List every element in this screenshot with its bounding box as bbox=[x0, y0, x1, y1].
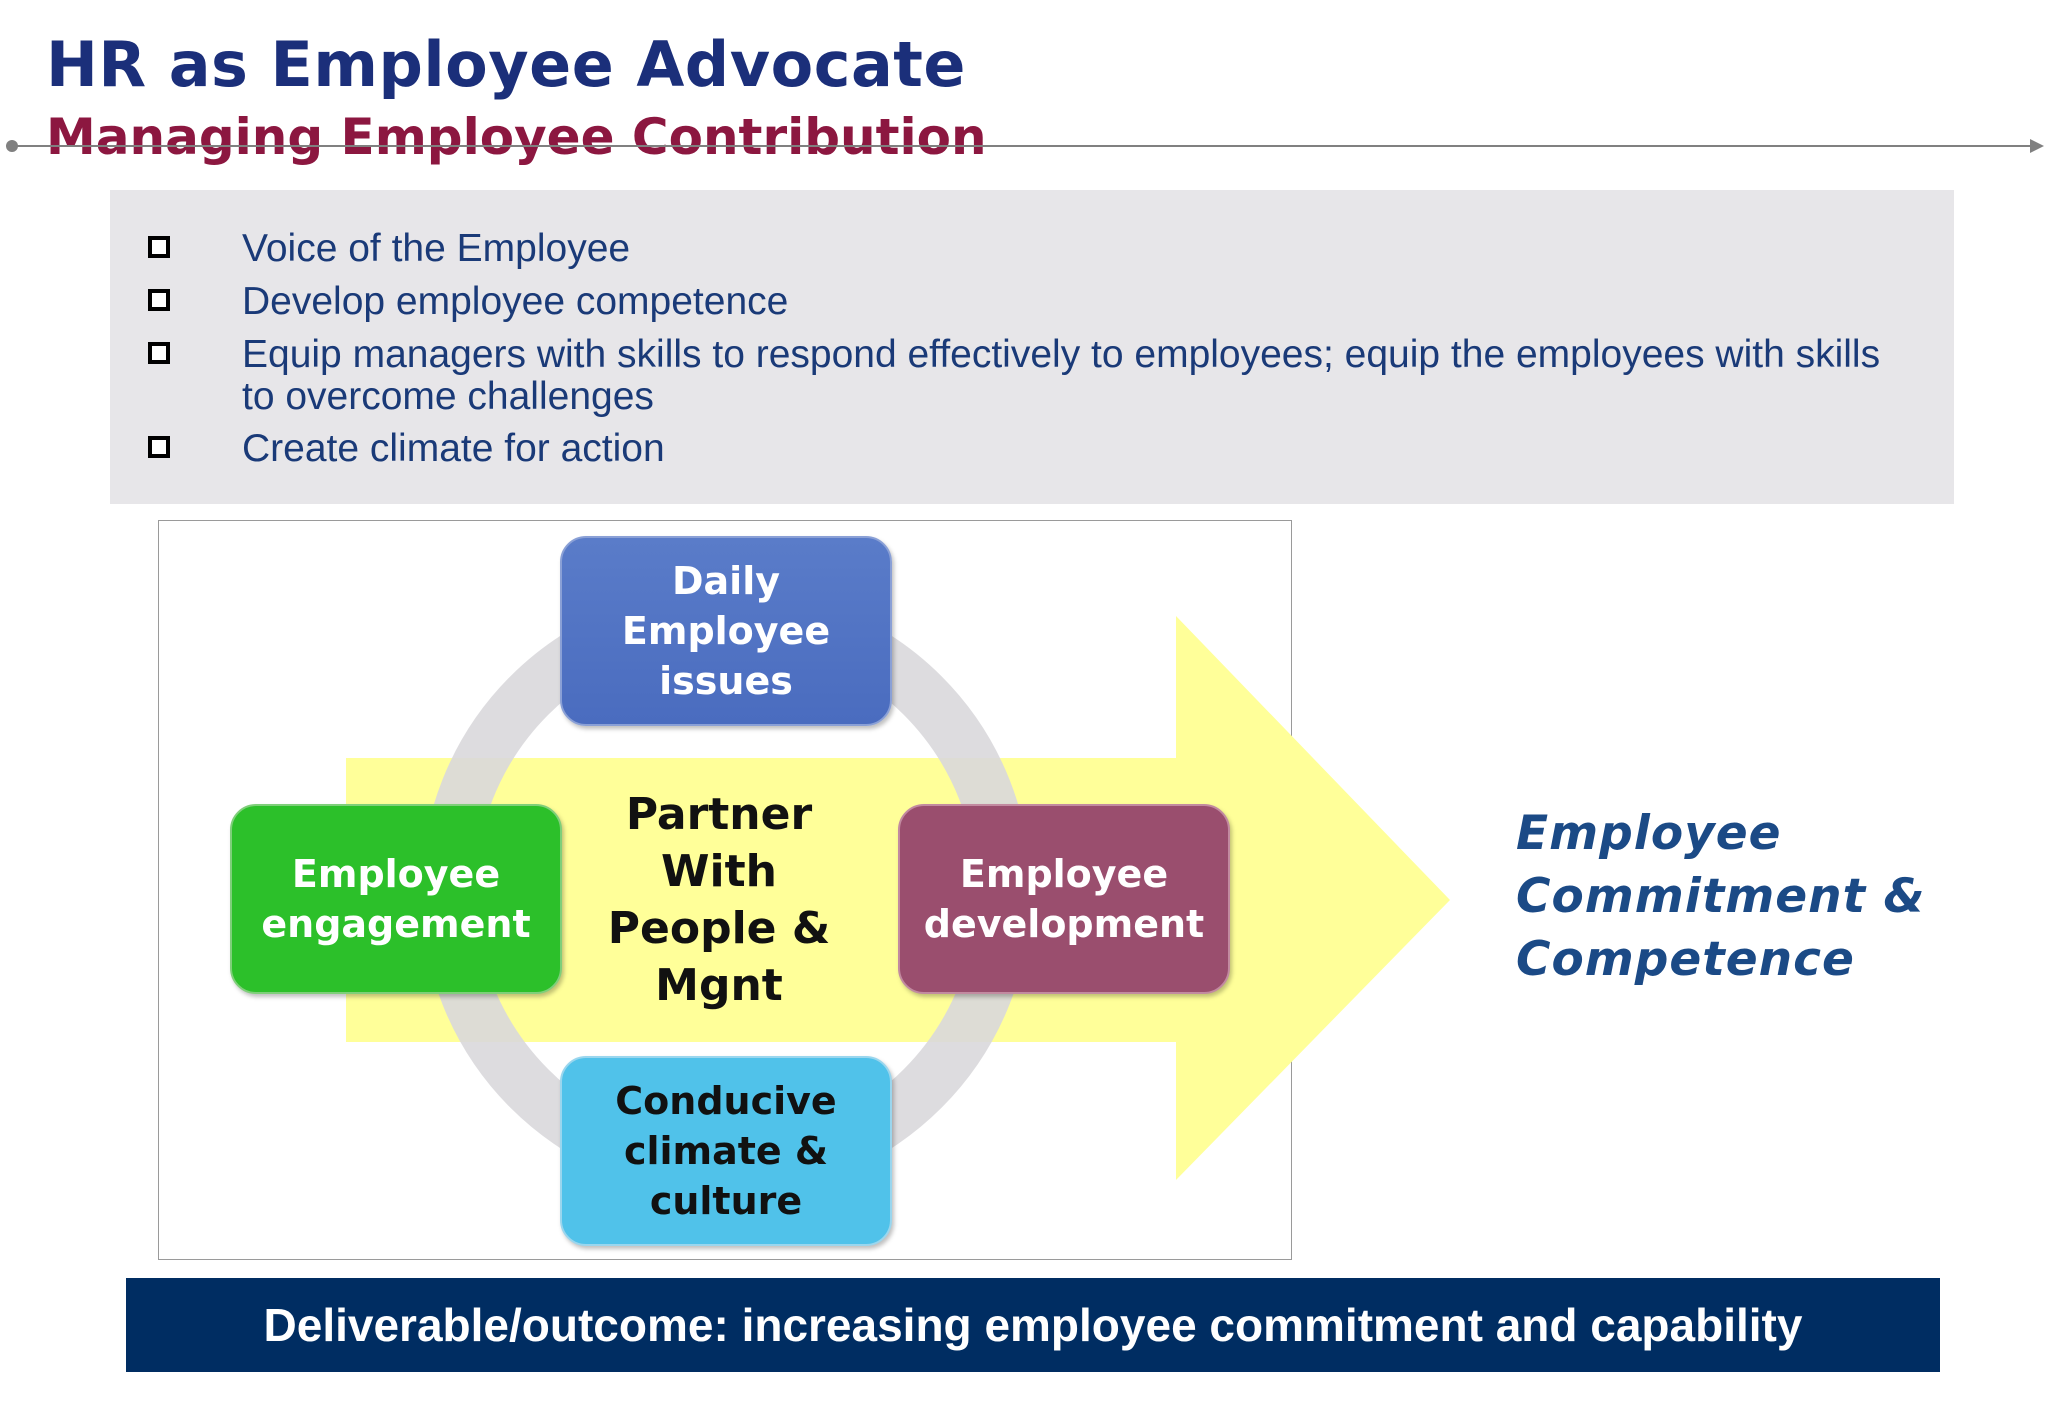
outcome-label: Employee Commitment & Competence bbox=[1516, 806, 1926, 987]
box-conducive-climate: Conducive climate & culture bbox=[560, 1056, 892, 1246]
bullet-text: Voice of the Employee bbox=[242, 227, 631, 270]
deliverable-text: Deliverable/outcome: increasing employee commitment and capability bbox=[263, 1299, 1803, 1351]
bullet-text: Create climate for action bbox=[242, 427, 665, 470]
page-subtitle: Managing Employee Contribution bbox=[46, 108, 987, 166]
deliverable-bar bbox=[126, 1278, 1940, 1372]
center-label: Partner With People & Mgnt bbox=[607, 789, 831, 1011]
box-daily-employee-issues: Daily Employee issues bbox=[560, 536, 892, 726]
box-employee-development: Employee development bbox=[898, 804, 1230, 994]
bullet-text: Equip managers with skills to respond effectively to employees; equip the employees with skills to overcome challenges bbox=[242, 333, 1881, 418]
page-title: HR as Employee Advocate bbox=[46, 28, 966, 101]
bullet-text: Develop employee competence bbox=[242, 280, 789, 323]
box-employee-engagement: Employee engagement bbox=[230, 804, 562, 994]
